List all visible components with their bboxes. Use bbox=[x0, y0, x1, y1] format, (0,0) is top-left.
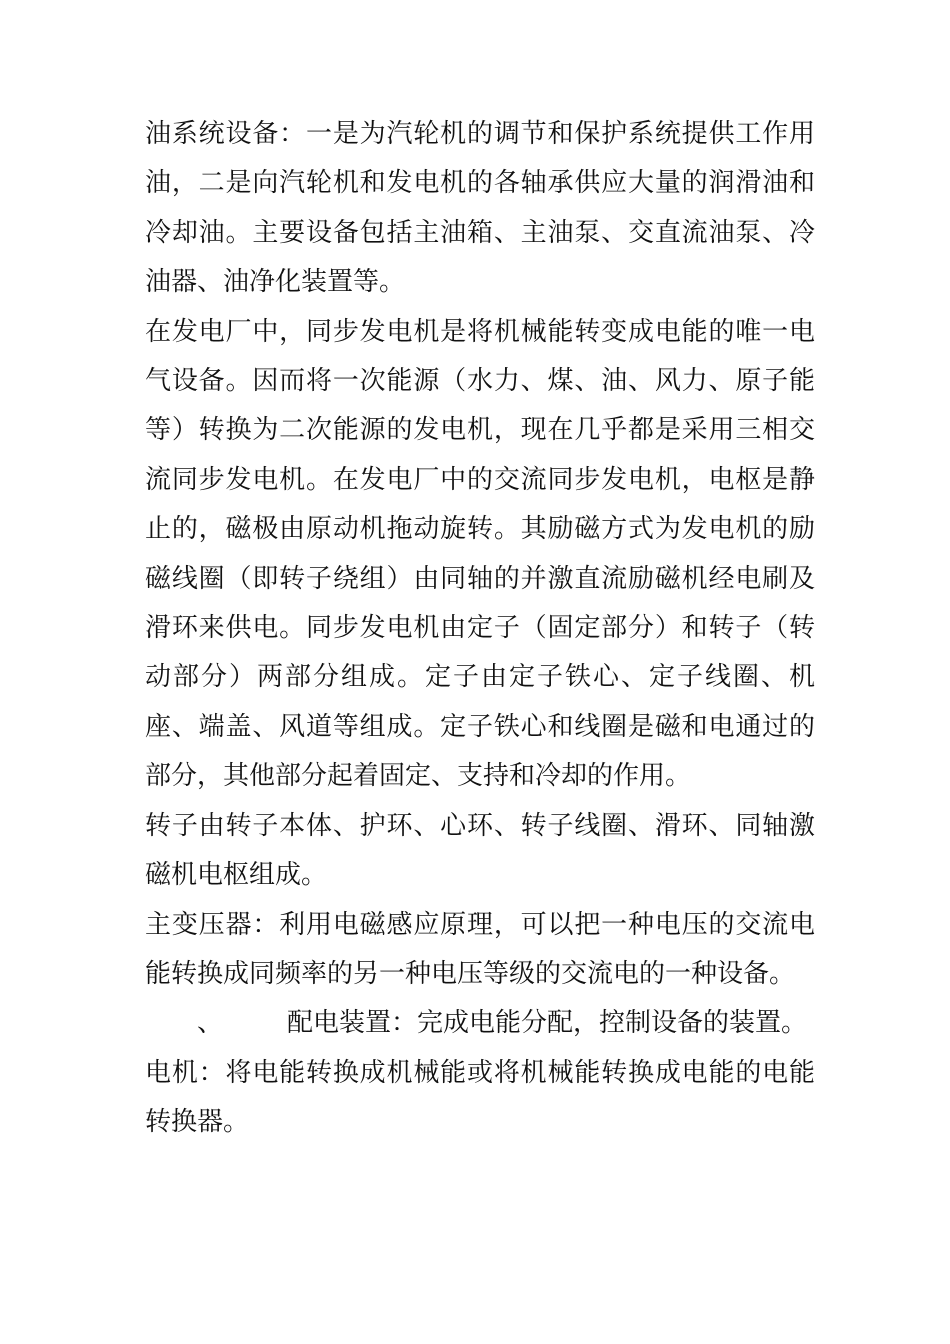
paragraph-electric-machine: 电机：将电能转换成机械能或将机械能转换成电能的电能转换器。 bbox=[145, 1057, 815, 1138]
paragraph-rotor: 转子由转子本体、护环、心环、转子线圈、滑环、同轴激磁机电枢组成。 bbox=[145, 810, 815, 891]
paragraph-synchronous-generator: 在发电厂中，同步发电机是将机械能转变成电能的唯一电气设备。因而将一次能源（水力、煤、油、风力、原子能等）转换为二次能源的发电机，现在几乎都是采用三相交流同步发电机。在发电厂中的交流同步发电机，电枢是静止的，磁极由原动机拖动旋转。其励磁方式为发电机的励磁线圈（即转子绕组）由同轴的并激直流励磁机经电刷及滑环来供电。同步发电机由定子（固定部分）和转子（转动部分）两部分组成。定子由定子铁心、定子线圈、机座、端盖、风道等组成。定子铁心和线圈是磁和电通过的部分，其他部分起着固定、支持和冷却的作用。 bbox=[145, 316, 815, 792]
paragraph-oil-system: 油系统设备：一是为汽轮机的调节和保护系统提供工作用油，二是向汽轮机和发电机的各轴承供应大量的润滑油和冷却油。主要设备包括主油箱、主油泵、交直流油泵、冷油器、油净化装置等。 bbox=[145, 119, 815, 298]
paragraph-distribution-device bbox=[145, 999, 815, 1048]
document-page bbox=[145, 110, 815, 1148]
paragraph-main-transformer: 主变压器：利用电磁感应原理，可以把一种电压的交流电能转换成同频率的另一种电压等级的交流电的一种设备。 bbox=[145, 909, 815, 989]
distribution-device-text: 配电装置：完成电能分配，控制设备的装置。 bbox=[287, 1008, 808, 1039]
list-marker: 、 bbox=[197, 1008, 224, 1039]
